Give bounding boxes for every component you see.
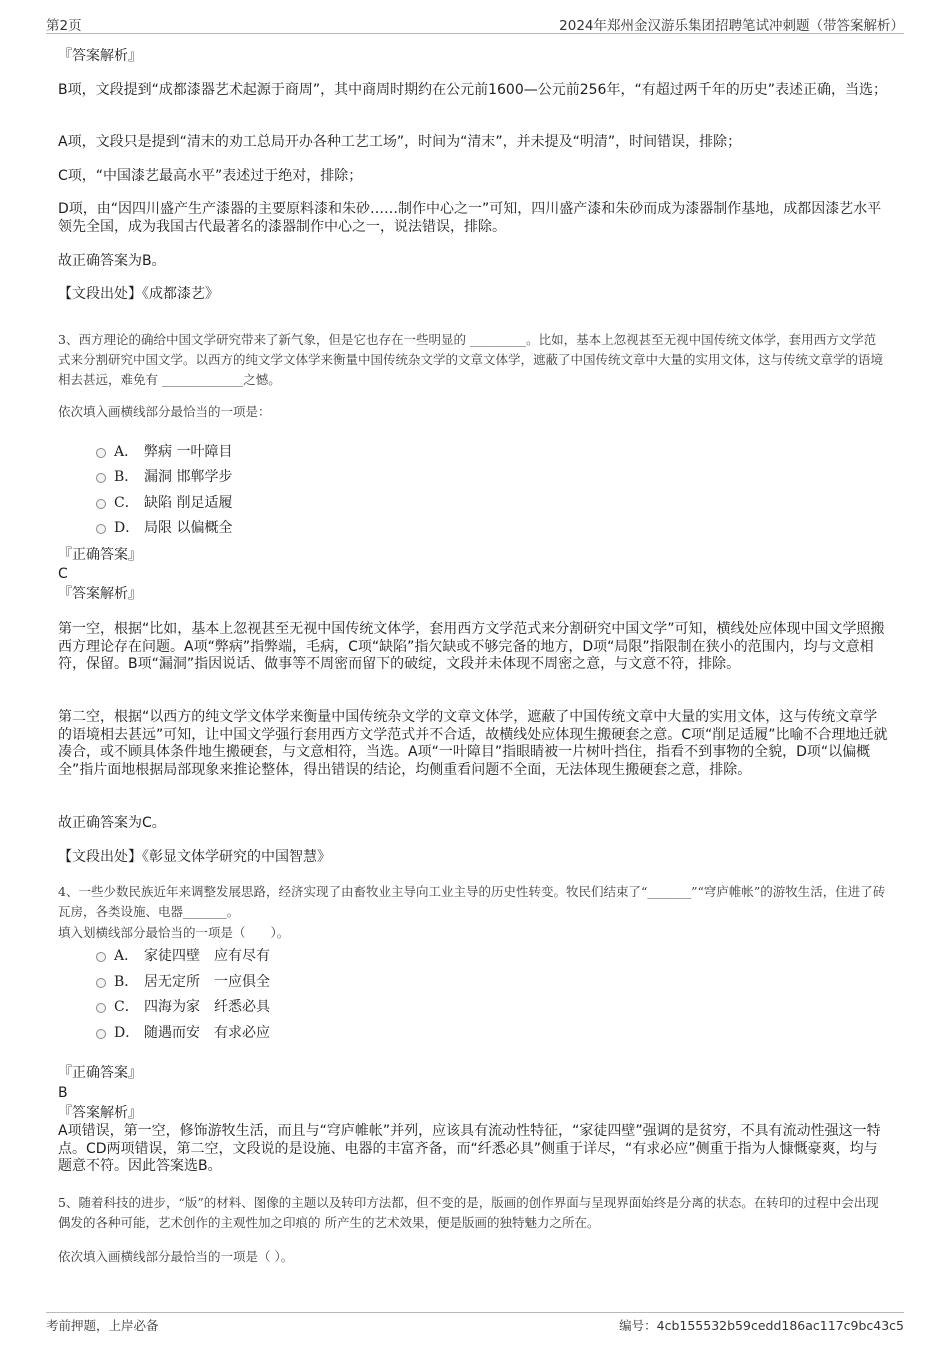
q3-analysis-label: 『答案解析』 [58,586,142,602]
q4-analysis: A项错误，第一空，修饰游牧生活，而且与“穹庐帷帐”并列，应该具有流动性特征，“家徒四壁”强调的是贫穷，不具有流动性强这一特点。CD两项错误，第二空，文段说的是设施、电器的丰富齐备，而“纤悉必具”侧重于详尽，“有求必应”侧重于指为人慷慨豪爽，均与题意不符。因此答案选B。 [58,1123,881,1174]
q3-answer: C [58,566,68,582]
q2-analysis-label: 『答案解析』 [58,48,142,64]
page-number: 第2页 [46,18,82,34]
q4-option-d[interactable]: D． 随遇而安 有求必应 [96,1022,270,1044]
q2-analysis-c: C项，“中国漆艺最高水平”表述过于绝对，排除； [58,168,363,184]
q4-answer: B [58,1085,68,1101]
q2-source: 【文段出处】《成都漆艺》 [58,286,219,302]
radio-icon[interactable] [96,952,106,962]
q4-option-a[interactable]: A． 家徒四壁 应有尽有 [96,945,270,967]
q3-stem: 3、西方理论的确给中国文学研究带来了新气象，但是它也存在一些明显的 _________。比如，基本上忽视甚至无视中国传统文体学，套用西方文学范式来分割研究中国文学。以西方的纯文学文体学来衡量中国传统杂文学的文章文体学，遮蔽了中国传统文章中大量的实用文体，这与传统文章学的语境相去甚远，难免有 _____________之憾。 [58,332,884,387]
q3-conclusion: 故正确答案为C。 [58,815,166,831]
q5-stem: 5、随着科技的进步，“版”的材料、图像的主题以及转印方法都，但不变的是，版画的创作界面与呈现界面始终是分离的状态。在转印的过程中会出现偶发的各种可能，艺术创作的主观性加之印痕的 所产生的艺术效果，便是版画的独特魅力之所在。 [58,1195,879,1230]
q2-conclusion: 故正确答案为B。 [58,253,166,269]
q4-option-c[interactable]: C． 四海为家 纤悉必具 [96,996,270,1018]
q3-option-b[interactable]: B． 漏洞 邯郸学步 [96,466,232,488]
radio-icon[interactable] [96,448,106,458]
radio-icon[interactable] [96,1003,106,1013]
q4-prompt: 填入划横线部分最恰当的一项是（ ）。 [58,925,290,940]
q3-prompt: 依次填入画横线部分最恰当的一项是： [58,404,271,419]
q3-option-c[interactable]: C． 缺陷 削足适履 [96,492,232,514]
radio-icon[interactable] [96,1029,106,1039]
page-footer [46,1312,904,1336]
q2-analysis-d: D项，由“因四川盛产生产漆器的主要原料漆和朱砂……制作中心之一”可知，四川盛产漆和朱砂而成为漆器制作基地，成都因漆艺水平领先全国，成为我国古代最著名的漆器制作中心之一，说法错误，排除。 [58,201,882,235]
document-title: 2024年郑州金汉游乐集团招聘笔试冲刺题（带答案解析） [559,18,904,34]
radio-icon[interactable] [96,524,106,534]
q4-stem: 4、一些少数民族近年来调整发展思路，经济实现了由畜牧业主导向工业主导的历史性转变。牧民们结束了“_______”“穹庐帷帐”的游牧生活，住进了砖瓦房，各类设施、电器_______。 [58,884,886,919]
radio-icon[interactable] [96,978,106,988]
document-code: 编号：4cb155532b59cedd186ac117c9bc43c5 [619,1318,904,1333]
q4-answer-label: 『正确答案』 [58,1065,142,1081]
radio-icon[interactable] [96,473,106,483]
q5-prompt: 依次填入画横线部分最恰当的一项是（ ）。 [58,1249,294,1264]
q2-analysis-b: B项，文段提到“成都漆器艺术起源于商周”，其中商周时期约在公元前1600—公元前256年，“有超过两千年的历史”表述正确，当选； [58,82,887,98]
q3-answer-label: 『正确答案』 [58,547,142,563]
q4-analysis-label: 『答案解析』 [58,1105,142,1121]
q3-option-a[interactable]: A． 弊病 一叶障目 [96,441,232,463]
q3-source: 【文段出处】《彰显文体学研究的中国智慧》 [58,849,331,865]
q3-analysis-second: 第二空，根据“以西方的纯文学文体学来衡量中国传统杂文学的文章文体学，遮蔽了中国传统文章中大量的实用文体，这与传统文章学的语境相去甚远”可知，让中国文学强行套用西方文学范式并不合适，故横线处应体现生搬硬套之意。C项“削足适履”比喻不合理地迁就凑合，或不顾具体条件地生搬硬套，与文意相符，当选。A项“一叶障目”指眼睛被一片树叶挡住，指看不到事物的全貌，D项“以偏概全”指片面地根据局部现象来推论整体，得出错误的结论，均侧重看问题不全面，无法体现生搬硬套之意，排除。 [58,709,888,778]
radio-icon[interactable] [96,499,106,509]
q3-option-d[interactable]: D． 局限 以偏概全 [96,517,232,539]
q3-analysis-first: 第一空，根据“比如，基本上忽视甚至无视中国传统文体学，套用西方文学范式来分割研究中国文学”可知，横线处应体现中国文学照搬西方理论存在问题。A项“弊病”指弊端，毛病，C项“缺陷”指欠缺或不够完备的地方，D项“局限”指限制在狭小的范围内，均与文意相符，保留。B项“漏洞”指因说话、做事等不周密而留下的破绽，文段并未体现不周密之意，与文意不符，排除。 [58,621,885,672]
page-header [46,12,904,34]
q4-option-b[interactable]: B． 居无定所 一应俱全 [96,971,270,993]
q2-analysis-a: A项，文段只是提到“清末的劝工总局开办各种工艺工场”，时间为“清末”，并未提及“明清”，时间错误，排除； [58,134,742,150]
footer-slogan: 考前押题，上岸必备 [46,1318,159,1333]
